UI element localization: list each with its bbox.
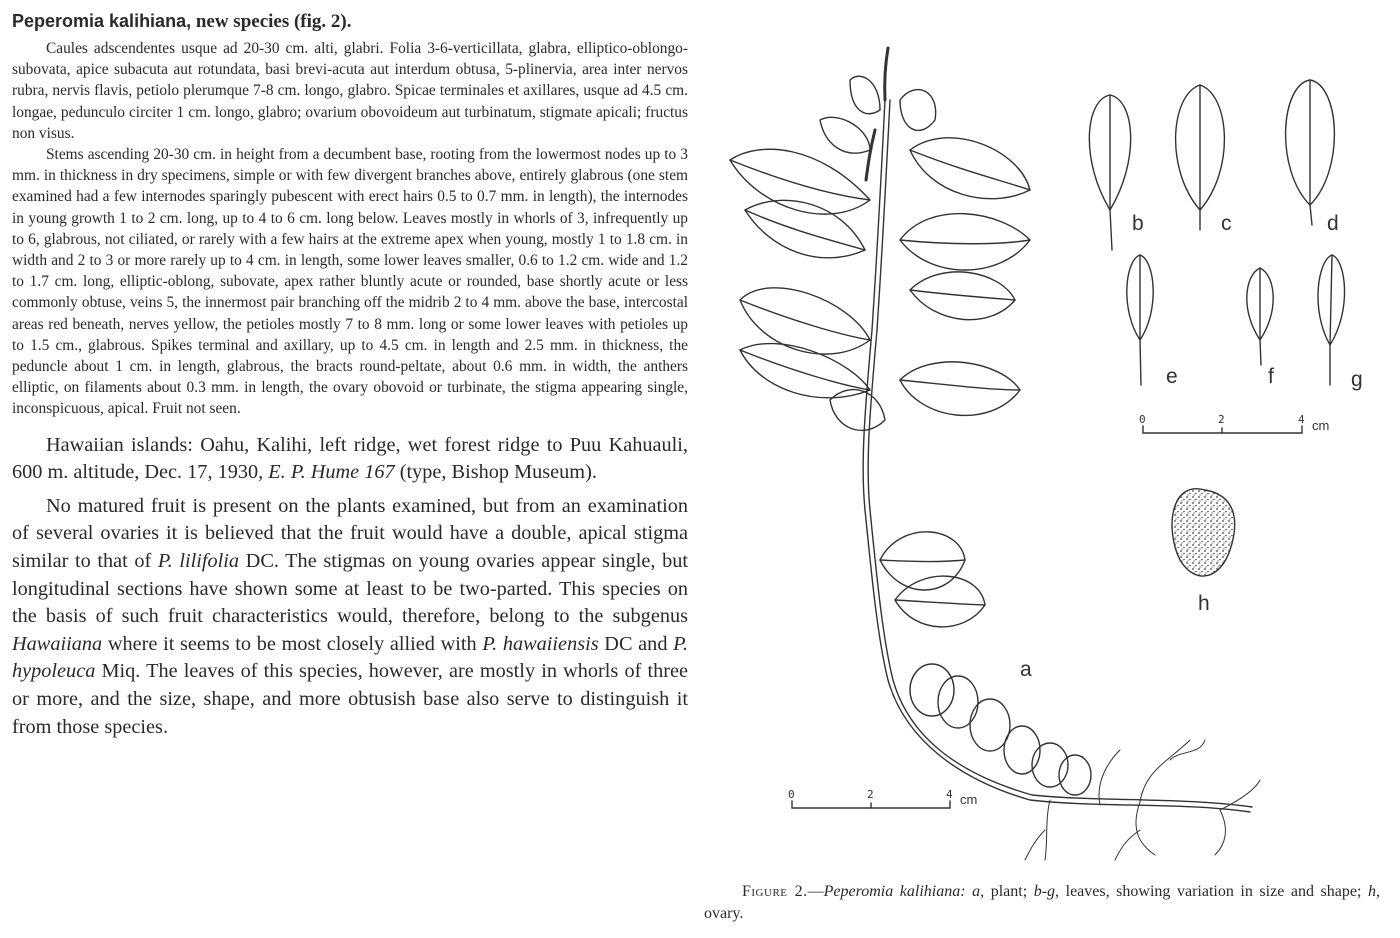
discussion-text: DC. The stigmas on young ovaries appear single, but longitudinal sections have shown some at least to be two-parted. This species on the basis of such fruit characteristics would, therefore, belong to the subgenus	[12, 550, 688, 628]
caption-text: leaves, showing variation in size and shape;	[1059, 883, 1369, 900]
label-b: b	[1132, 212, 1144, 235]
scale-plant-unit: cm	[960, 792, 978, 807]
discussion-paragraph	[12, 493, 688, 741]
species-ref: P. hawaiiensis	[482, 632, 599, 655]
ovary-h	[1172, 489, 1235, 576]
subgenus-ref: Hawaiiana	[12, 632, 103, 655]
caption-text: plant;	[984, 883, 1034, 900]
label-h: h	[1198, 592, 1210, 615]
description-block	[12, 38, 688, 420]
main-stem	[863, 100, 1250, 812]
scale-leaves-0: 0	[1139, 413, 1146, 426]
label-g: g	[1351, 368, 1363, 391]
discussion-text: DC and	[598, 632, 674, 655]
text-column	[12, 8, 688, 747]
scale-plant-4: 4	[946, 788, 953, 801]
label-e: e	[1166, 365, 1178, 388]
leaf-f	[1247, 268, 1273, 365]
scale-leaves-2: 2	[1218, 413, 1225, 426]
caption-text: ovary.	[704, 905, 744, 922]
collector: E. P. Hume 167	[268, 461, 395, 484]
species-ref: P. hypoleuca	[12, 632, 688, 683]
scale-leaves-unit: cm	[1312, 418, 1330, 433]
leaf-g	[1318, 255, 1345, 385]
lower-leaves	[910, 664, 1091, 795]
locality-text: Hawaiian islands: Oahu, Kalihi, left ridge, wet forest ridge to Puu Kahuauli, 600 m. altitude, Dec. 17, 1930,	[12, 433, 688, 484]
discussion-text: No matured fruit is present on the plants examined, but from an examination of several ovaries it is believed that the fruit would have a double, apical stigma similar to that of	[12, 494, 688, 573]
scale-leaves-4: 4	[1298, 413, 1305, 426]
figure-caption	[704, 881, 1380, 925]
label-d: d	[1327, 212, 1339, 235]
leaf-e	[1127, 255, 1153, 385]
scale-bar-plant	[792, 801, 950, 808]
scale-bar-leaves	[1143, 426, 1302, 433]
english-description: Stems ascending 20-30 cm. in height from a decumbent base, rooting from the lowermost nodes up to 3 mm. in thickness in dry specimens, simple or with few divergent branches above, entirely glabrous (one stem examined had a few internodes sparingly pubescent with erect hairs 0.5 to 0.7 mm. in length), the internodes in young growth 1 to 2 cm. long, up to 4 to 6 cm. long below. Leaves mostly in whorls of 3, infrequently up to 6, glabrous, not ciliated, or rarely with a few hairs at the extreme apex when young, mostly 1 to 1.8 cm. in width and 2 to 3 or more rarely up to 4 cm. in length, some lower leaves smaller, 0.6 to 1.2 cm. wide and 1.2 to 1.7 cm. long, elliptic-oblong, subovate, apex rather bluntly acute or rounded, base shortly acute or less commonly obtuse, veins 5, the innermost pair branching off the midrib 2 to 4 mm. above the base, intercostal areas red beneath, nerves yellow, the petioles mostly 7 to 8 mm. long or some lower leaves with petioles up to 1.5 cm., glabrous. Spikes terminal and axillary, up to 4.5 cm. in length and 2.5 mm. in thickness, the peduncle about 1 cm. in length, glabrous, the bracts round-peltate, about 0.6 mm. in width, the anthers elliptic, on filaments about 0.3 mm. in length, the ovary obovoid or turbinate, the stigma appearing single, inconspicuous, apical. Fruit not seen.	[12, 146, 688, 418]
label-f: f	[1268, 365, 1274, 388]
discussion-text: where it seems to be most closely allied with	[102, 632, 483, 655]
species-heading-rest: new species (fig. 2).	[191, 11, 352, 32]
caption-label-h: h,	[1368, 883, 1381, 900]
leaf-c	[1176, 85, 1225, 230]
figure-illustration	[700, 40, 1390, 880]
middle-leaves	[880, 532, 985, 627]
discussion-text: Miq. The leaves of this species, however, are mostly in whorls of three or more, and the size, shape, and more obtusish base also serve to distinguish it from those species.	[12, 660, 688, 738]
label-a: a	[1020, 658, 1032, 681]
locality-paragraph	[12, 432, 688, 487]
caption-species: Peperomia kalihiana:	[823, 883, 966, 900]
locality-type: (type, Bishop Museum).	[394, 461, 597, 484]
plant-drawing	[700, 40, 1390, 880]
species-name: Peperomia kalihiana,	[12, 11, 192, 31]
caption-dash: —	[807, 883, 824, 900]
caption-label-a: a,	[965, 883, 985, 900]
discussion-block	[12, 432, 688, 742]
label-c: c	[1221, 212, 1232, 235]
species-ref: P. lilifolia	[157, 550, 240, 573]
leaf-d	[1286, 80, 1335, 225]
caption-label-bg: b-g,	[1033, 883, 1060, 900]
scale-plant-0: 0	[788, 788, 795, 801]
upper-leaves	[730, 76, 1030, 430]
species-heading	[12, 8, 688, 35]
latin-description: Caules adscendentes usque ad 20-30 cm. alti, glabri. Folia 3-6-verticillata, glabra, elliptico-oblongo-subovata, apice subacuta aut rotundata, basi brevi-acuta aut interdum obtusa, 5-plinervia, area inter nervos rubra, nervis flavis, petiolo plerumque 7-8 cm. longo, glabro. Spicae terminales et axillares, usque ad 4.5 cm. longae, pedunculo circiter 1 cm. longo, glabro; ovarium obovoideum aut turbinatum, stigmate apicali; fructus non visus.	[12, 40, 688, 142]
figure-number: Figure 2.	[742, 883, 808, 900]
leaf-b	[1089, 95, 1130, 250]
scale-plant-2: 2	[867, 788, 874, 801]
